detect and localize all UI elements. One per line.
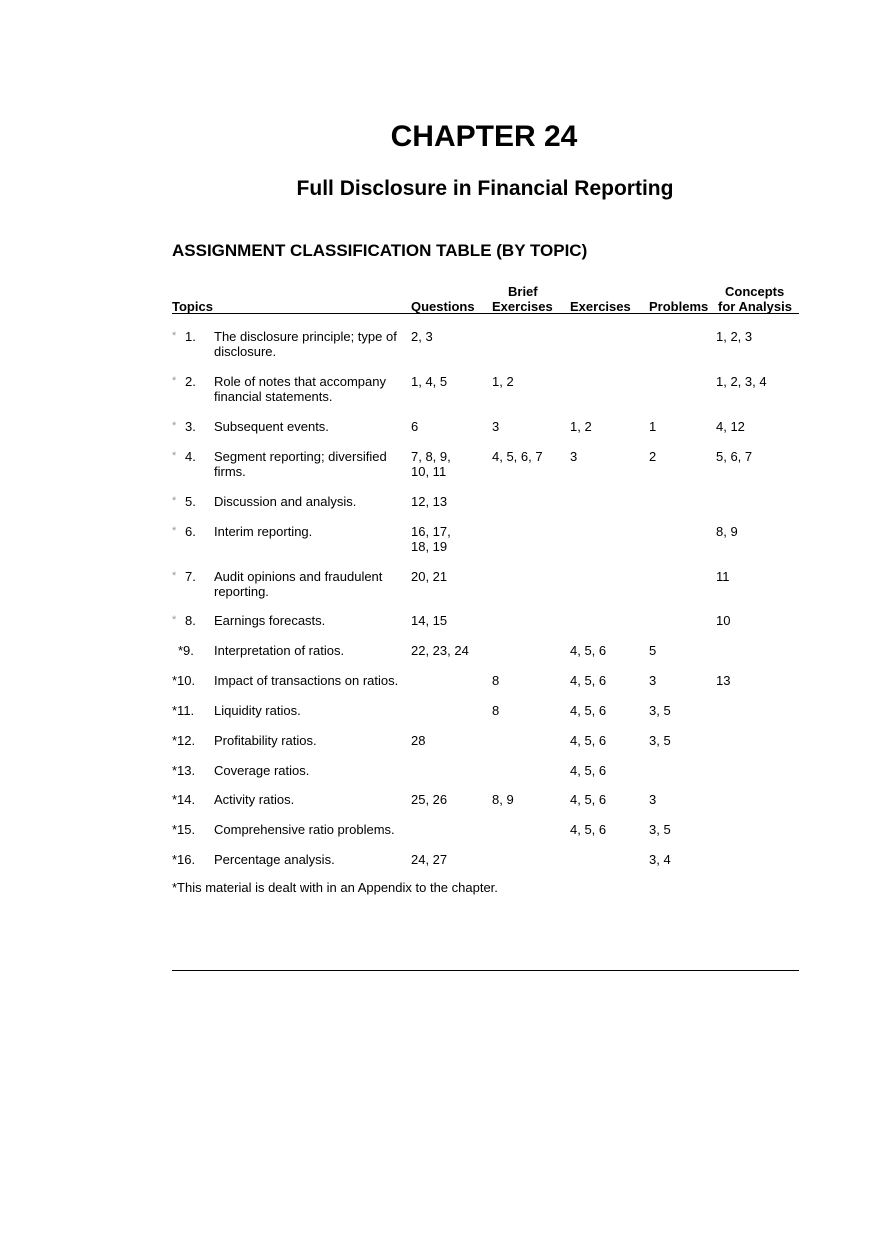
concepts-cell: 1, 2, 3 <box>716 329 753 344</box>
exercises-cell: 4, 5, 6 <box>570 673 607 688</box>
questions-cell: 7, 8, 9, 10, 11 <box>411 449 451 479</box>
topic-text: Profitability ratios. <box>214 733 317 748</box>
exercises-cell: 4, 5, 6 <box>570 643 607 658</box>
topic-number: *15. <box>172 822 196 837</box>
problems-cell: 5 <box>649 643 657 658</box>
appendix-marker: * <box>172 525 177 537</box>
brief-exercises-cell: 1, 2 <box>492 374 514 389</box>
questions-cell: 28 <box>411 733 426 748</box>
topic-number: 2. <box>185 374 196 389</box>
header-concepts-top: Concepts <box>725 284 785 299</box>
concepts-cell: 4, 12 <box>716 419 745 434</box>
brief-exercises-cell: 8, 9 <box>492 792 514 807</box>
topic-text: Percentage analysis. <box>214 852 335 867</box>
topic-number: 1. <box>185 329 196 344</box>
exercises-cell: 1, 2 <box>570 419 592 434</box>
topic-number: 8. <box>185 613 196 628</box>
questions-cell: 20, 21 <box>411 569 448 584</box>
appendix-marker: * <box>172 614 177 626</box>
problems-cell: 3, 5 <box>649 703 671 718</box>
problems-cell: 3, 5 <box>649 822 671 837</box>
topic-number: 7. <box>185 569 196 584</box>
concepts-cell: 1, 2, 3, 4 <box>716 374 767 389</box>
topic-text: Liquidity ratios. <box>214 703 301 718</box>
questions-cell: 22, 23, 24 <box>411 643 469 658</box>
topic-text: Subsequent events. <box>214 419 329 434</box>
topic-text: The disclosure principle; type of disclosure. <box>214 329 397 359</box>
appendix-marker: * <box>172 495 177 507</box>
questions-cell: 2, 3 <box>411 329 433 344</box>
topic-number: *10. <box>172 673 196 688</box>
exercises-cell: 4, 5, 6 <box>570 763 607 778</box>
topic-text: Activity ratios. <box>214 792 295 807</box>
concepts-cell: 11 <box>716 569 730 584</box>
header-topics: Topics <box>172 299 213 314</box>
header-problems: Problems <box>649 299 709 314</box>
header-exercises: Exercises <box>570 299 631 314</box>
topic-text: Role of notes that accompany financial statements. <box>214 374 386 404</box>
exercises-cell: 4, 5, 6 <box>570 822 607 837</box>
concepts-cell: 13 <box>716 673 731 688</box>
questions-cell: 24, 27 <box>411 852 448 867</box>
topic-number: 6. <box>185 524 196 539</box>
topic-text: Impact of transactions on ratios. <box>214 673 399 688</box>
topic-text: Audit opinions and fraudulent reporting. <box>214 569 383 599</box>
header-brief-bottom: Exercises <box>492 299 553 314</box>
questions-cell: 6 <box>411 419 419 434</box>
problems-cell: 3, 4 <box>649 852 671 867</box>
questions-cell: 1, 4, 5 <box>411 374 448 389</box>
topic-number: *12. <box>172 733 196 748</box>
topic-number: *11. <box>172 703 195 718</box>
topic-number: 4. <box>185 449 196 464</box>
questions-cell: 12, 13 <box>411 494 448 509</box>
problems-cell: 2 <box>649 449 657 464</box>
problems-cell: 3, 5 <box>649 733 671 748</box>
chapter-title: CHAPTER 24 <box>390 120 578 153</box>
header-questions: Questions <box>411 299 475 314</box>
header-brief-top: Brief <box>508 284 538 299</box>
brief-exercises-cell: 8 <box>492 703 500 718</box>
section-title: ASSIGNMENT CLASSIFICATION TABLE (BY TOPIC) <box>172 241 588 260</box>
topic-number: *16. <box>172 852 196 867</box>
concepts-cell: 8, 9 <box>716 524 738 539</box>
topic-number: 3. <box>185 419 196 434</box>
topic-text: Segment reporting; diversified firms. <box>214 449 387 479</box>
concepts-cell: 10 <box>716 613 731 628</box>
footnote: *This material is dealt with in an Appendix to the chapter. <box>172 880 498 895</box>
chapter-subtitle: Full Disclosure in Financial Reporting <box>296 177 674 200</box>
exercises-cell: 4, 5, 6 <box>570 733 607 748</box>
brief-exercises-cell: 3 <box>492 419 500 434</box>
concepts-cell: 5, 6, 7 <box>716 449 753 464</box>
brief-exercises-cell: 8 <box>492 673 500 688</box>
topic-text: Interpretation of ratios. <box>214 643 345 658</box>
topic-text: Earnings forecasts. <box>214 613 326 628</box>
questions-cell: 14, 15 <box>411 613 448 628</box>
problems-cell: 3 <box>649 673 657 688</box>
appendix-marker: * <box>172 420 177 432</box>
header-divider <box>172 313 799 314</box>
exercises-cell: 3 <box>570 449 578 464</box>
problems-cell: 1 <box>649 419 657 434</box>
header-concepts-bottom: for Analysis <box>718 299 792 314</box>
topic-text: Discussion and analysis. <box>214 494 357 509</box>
exercises-cell: 4, 5, 6 <box>570 792 607 807</box>
questions-cell: 25, 26 <box>411 792 448 807</box>
topic-number: *13. <box>172 763 196 778</box>
brief-exercises-cell: 4, 5, 6, 7 <box>492 449 543 464</box>
topic-text: Coverage ratios. <box>214 763 310 778</box>
appendix-marker: * <box>172 570 177 582</box>
topic-text: Interim reporting. <box>214 524 313 539</box>
questions-cell: 16, 17, 18, 19 <box>411 524 451 554</box>
topic-number: *9. <box>178 643 194 658</box>
exercises-cell: 4, 5, 6 <box>570 703 607 718</box>
appendix-marker: * <box>172 375 177 387</box>
appendix-marker: * <box>172 450 177 462</box>
appendix-marker: * <box>172 330 177 342</box>
problems-cell: 3 <box>649 792 657 807</box>
topic-number: 5. <box>185 494 196 509</box>
topic-text: Comprehensive ratio problems. <box>214 822 395 837</box>
bottom-divider <box>172 970 799 971</box>
topic-number: *14. <box>172 792 196 807</box>
